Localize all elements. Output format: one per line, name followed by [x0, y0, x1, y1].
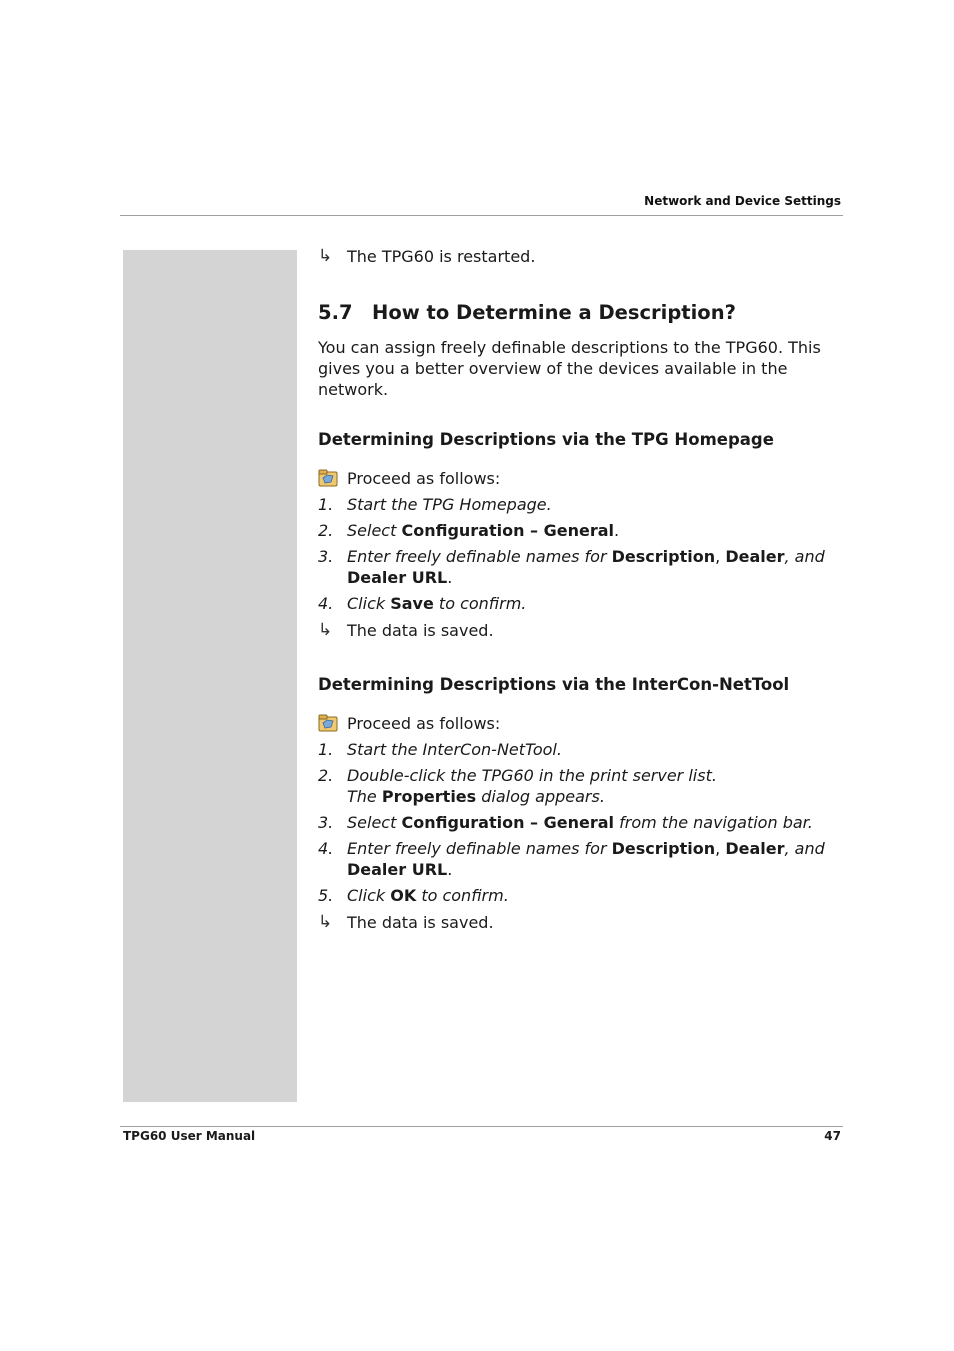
nettool-step-2: 2. Double-click the TPG60 in the print server list. The Properties dialog appears. — [318, 766, 717, 806]
page-number: 47 — [824, 1129, 841, 1143]
folder-hand-icon — [318, 468, 342, 492]
homepage-step-4: 4. Click Save to confirm. — [318, 594, 527, 613]
arrow-result-icon: ↳ — [318, 246, 333, 266]
nettool-step-1: 1. Start the InterCon-NetTool. — [318, 740, 562, 759]
section-title: How to Determine a Description? — [372, 301, 736, 324]
restart-result: ↳ The TPG60 is restarted. — [318, 246, 536, 266]
subheading-homepage: Determining Descriptions via the TPG Homepage — [318, 430, 774, 449]
proceed-homepage: Proceed as follows: — [318, 468, 844, 489]
arrow-result-icon: ↳ — [318, 620, 333, 640]
main-content — [318, 246, 844, 933]
homepage-step-1: 1. Start the TPG Homepage. — [318, 495, 552, 514]
nettool-step-3: 3. Select Configuration – General from the navigation bar. — [318, 813, 813, 832]
running-header: Network and Device Settings — [644, 194, 841, 208]
footer-manual-title: TPG60 User Manual — [123, 1129, 256, 1143]
homepage-step-2: 2. Select Configuration – General. — [318, 521, 620, 540]
nettool-result: ↳ The data is saved. — [318, 912, 494, 932]
margin-sidebar — [123, 250, 297, 1102]
footer-rule — [120, 1126, 843, 1127]
nettool-step-5: 5. Click OK to confirm. — [318, 886, 509, 905]
proceed-nettool: Proceed as follows: — [318, 713, 844, 734]
header-rule — [120, 215, 843, 216]
section-heading — [318, 301, 844, 325]
homepage-result: ↳ The data is saved. — [318, 620, 494, 640]
nettool-step-4: 4. Enter freely definable names for Description, Dealer, and Dealer URL. — [318, 839, 825, 879]
subheading-nettool: Determining Descriptions via the InterCon-NetTool — [318, 675, 790, 694]
arrow-result-icon: ↳ — [318, 912, 333, 932]
section-number: 5.7 — [318, 301, 353, 324]
section-body: You can assign freely definable descriptions to the TPG60. This gives you a better overview of the devices available in the network. — [318, 338, 821, 399]
homepage-step-3: 3. Enter freely definable names for Description, Dealer, and Dealer URL. — [318, 547, 825, 587]
folder-hand-icon — [318, 713, 342, 737]
